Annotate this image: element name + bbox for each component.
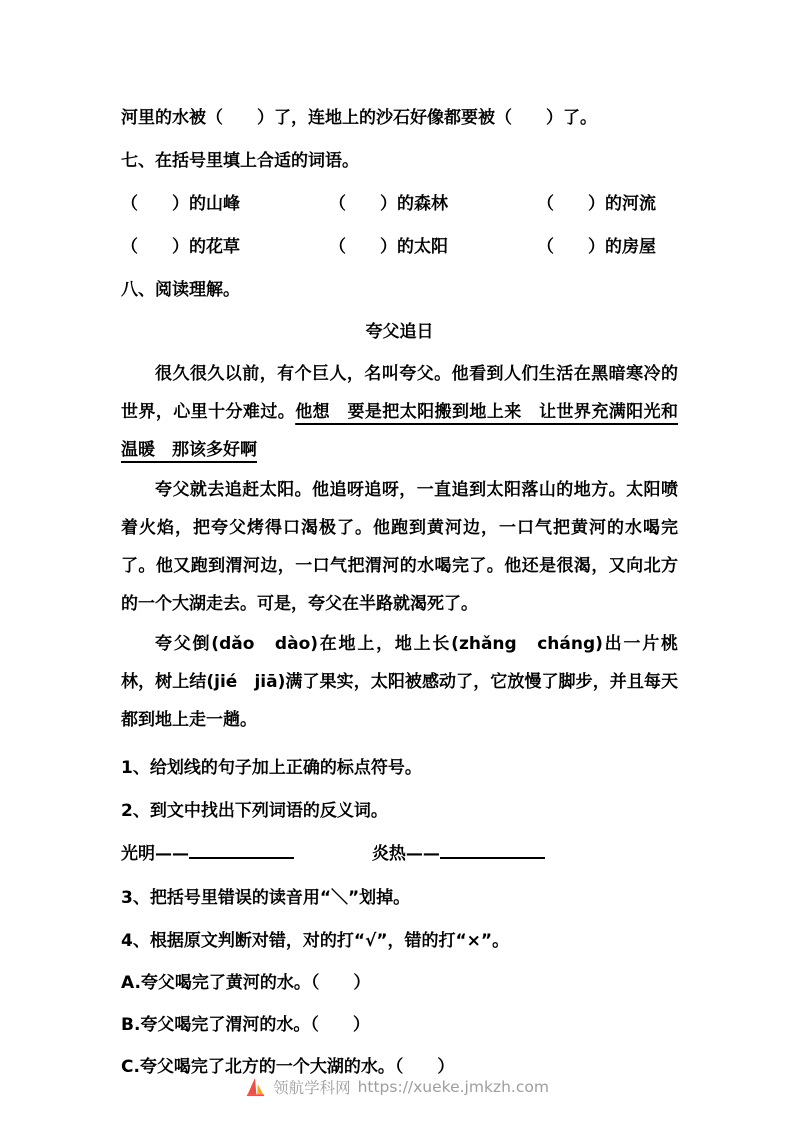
fill-word-item: （ ）的森林 <box>329 194 448 214</box>
antonym-blank-right[interactable] <box>440 842 545 859</box>
section7-title: 七、在括号里填上合适的词语。 <box>121 151 359 171</box>
passage-paragraph-1 <box>121 355 678 469</box>
passage-paragraph-2: 夸父就去追赶太阳。他追呀追呀，一直追到太阳落山的地方。太阳喷着火焰，把夸父烤得口渴极了。他跑到黄河边，一口气把黄河的水喝完了。他又跑到渭河边，一口气把渭河的水喝完了。他还是很渴，又向北方的一个大湖走去。可是，夸父在半路就渴死了。 <box>121 480 678 614</box>
fill-words-row-1 <box>121 184 678 224</box>
fill-word-item: （ ）的河流 <box>537 194 656 214</box>
site-logo-icon <box>244 1076 266 1098</box>
footer-url: https://xueke.jmkzh.com <box>357 1078 549 1096</box>
paragraph-1-underlined-sentence: 他想 要是把太阳搬到地上来 让世界充满阳光和温暖 那该多好啊 <box>121 402 679 460</box>
fill-word-item: （ ）的太阳 <box>329 237 448 257</box>
fill-blank-sentence: 河里的水被（ ）了，连地上的沙石好像都要被（ ）了。 <box>121 108 597 128</box>
question-3: 3、把括号里错误的读音用“＼”划掉。 <box>121 888 411 908</box>
fill-words-row-2 <box>121 227 678 267</box>
passage-paragraph-3: 夸父倒(dǎo dào)在地上，地上长(zhǎng cháng)出一片桃林，树上结(jié jiā)满了果实，太阳被感动了，它放慢了脚步，并且每天都到地上走一趟。 <box>121 634 678 730</box>
question-4-option-a: A.夸父喝完了黄河的水。（ ） <box>121 973 371 993</box>
question-4-option-b: B.夸父喝完了渭河的水。（ ） <box>121 1015 370 1035</box>
question-2: 2、到文中找出下列词语的反义词。 <box>121 801 388 821</box>
fill-word-item: （ ）的山峰 <box>121 194 240 214</box>
antonym-answer-line <box>121 839 678 869</box>
section8-title: 八、阅读理解。 <box>121 280 240 300</box>
fill-word-item: （ ）的花草 <box>121 237 240 257</box>
antonym-blank-left[interactable] <box>189 842 294 859</box>
paragraph-1-lead: 很久很久以前，有个巨人，名叫夸父。他看到人们生活在黑暗寒冷的世界，心里十分难过。 <box>121 364 678 422</box>
footer-site-name: 领航学科网 <box>273 1079 351 1097</box>
question-1: 1、给划线的句子加上正确的标点符号。 <box>121 758 422 778</box>
worksheet-content <box>121 98 678 1081</box>
antonym-label-left: 光明—— <box>121 844 189 864</box>
page-footer <box>0 1076 793 1098</box>
passage-title: 夸父追日 <box>365 322 434 342</box>
fill-word-item: （ ）的房屋 <box>537 237 656 257</box>
question-4-option-c: C.夸父喝完了北方的一个大湖的水。（ ） <box>121 1057 455 1077</box>
question-4: 4、根据原文判断对错，对的打“√”，错的打“×”。 <box>121 931 510 951</box>
antonym-label-right: 炎热—— <box>371 844 440 864</box>
